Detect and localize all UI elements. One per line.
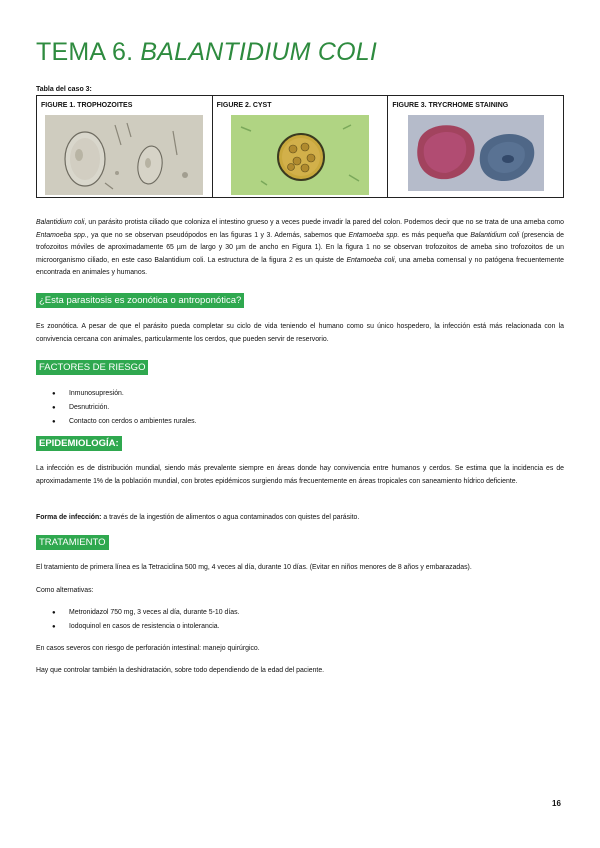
figure-1-label: FIGURE 1. TROPHOZOITES [41, 102, 133, 109]
table-caption: Tabla del caso 3: [36, 86, 92, 93]
risk-factors-list [52, 387, 197, 429]
list-item: ● Iodoquinol en casos de resistencia o intolerancia. [52, 620, 239, 634]
infection-route-paragraph: Forma de infección: a través de la ingestión de alimentos o agua contaminados con quistes del parásito. [36, 514, 360, 521]
figure-2-label: FIGURE 2. CYST [216, 102, 272, 109]
page-title: TEMA 6. BALANTIDIUM COLI [36, 38, 377, 66]
trichrome-stain-micrograph [408, 115, 544, 191]
figure-cell-2 [212, 96, 388, 198]
risk-factors-heading: FACTORES DE RIESGO [36, 360, 148, 375]
list-item: ● Inmunosupresión. [52, 387, 197, 401]
dehydration-paragraph: Hay que controlar también la deshidratación, sobre todo dependiendo de la edad del paciente. [36, 667, 325, 674]
figure-cell-3 [388, 96, 564, 198]
treatment-heading: TRATAMIENTO [36, 535, 109, 550]
figure-cell-1 [37, 96, 213, 198]
zoonotic-heading: ¿Esta parasitosis es zoonótica o antroponótica? [36, 293, 244, 308]
list-item: ● Contacto con cerdos o ambientes rurales. [52, 415, 197, 429]
severe-cases-paragraph: En casos severos con riesgo de perforación intestinal: manejo quirúrgico. [36, 645, 260, 652]
epidemiology-paragraph: La infección es de distribución mundial, siendo más prevalente siempre en áreas donde hay convivencia entre humanos y cerdos. Se estima que la incidencia es de aproximadamente 1% de la población mundial, con brotes epidémicos surgiendo más frecuentemente en áreas tropicales con saneamiento hídrico deficiente. [36, 465, 564, 485]
list-item: ● Desnutrición. [52, 401, 197, 415]
alternatives-label: Como alternativas: [36, 587, 94, 594]
cyst-micrograph [231, 115, 369, 195]
list-item: ● Metronidazol 750 mg, 3 veces al día, durante 5-10 días. [52, 606, 239, 620]
intro-paragraph: Balantidium coli, un parásito protista ciliado que coloniza el intestino grueso y a veces puede invadir la pared del colon. Podemos decir que no se trata de una ameba como Entamoeba spp., ya que no se observan pseudópodos en las figuras 1 y 3. Además, sabemos que Entamoeba spp. es más pequeña que Balantidium coli (presencia de trofozoitos móviles de aproximadamente 65 µm de largo y 30 µm de ancho en Figura 1). En la figura 1 no se observan trofozoitos de ameba sino trofozoitos de un microorganismo ciliado, en este caso Balantidium coli. La estructura de la figura 2 es un quiste de Entamoeba coli, una ameba comensal y no patógena frecuentemente encontrada en animales y humanos. [36, 219, 565, 276]
alternatives-list [52, 606, 239, 634]
page-number: 16 [552, 799, 561, 808]
trophozoites-micrograph [45, 115, 203, 195]
figure-3-label: FIGURE 3. TRYCRHOME STAINING [392, 102, 509, 109]
zoonotic-paragraph: Es zoonótica. A pesar de que el parásito pueda completar su ciclo de vida teniendo el humano como su único hospedero, la infección está más relacionada con la convivencia cercana con animales, particularmente los cerdos, que pueden servir de reservorio. [36, 323, 564, 343]
treatment-paragraph: El tratamiento de primera línea es la Tetraciclina 500 mg, 4 veces al día, durante 10 días. (Evitar en niños menores de 8 años y embarazadas). [36, 564, 472, 571]
figures-table [36, 95, 564, 198]
epidemiology-heading: EPIDEMIOLOGÍA: [36, 436, 122, 451]
